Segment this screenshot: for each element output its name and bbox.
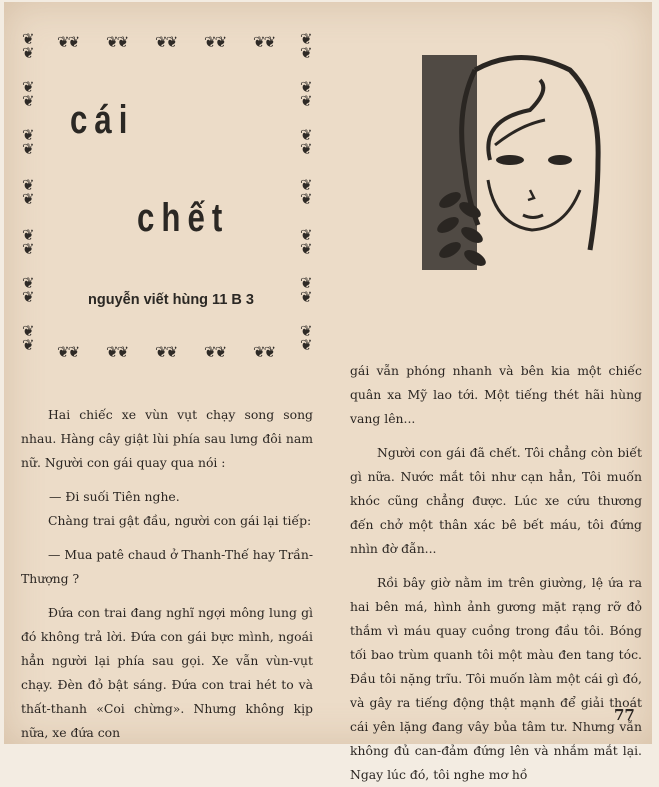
- paragraph: Chàng trai gật đầu, người con gái lại tiếp:: [48, 513, 312, 528]
- ornament-icon: ❦❦: [253, 33, 275, 51]
- paragraph: Đứa con trai đang nghĩ ngợi mông lung gì đó không trả lời. Đứa con gái bực mình, ngoái hẳn người lại phía sau gọi. Xe vẫn vùn-vụt chạy. Đèn đỏ bật sáng. Đứa con trai hét to và thất-thanh «Coi chừng». Nhưng không kịp nữa, xe đứa con: [21, 605, 313, 740]
- ornament-icon: ❦: [22, 176, 33, 194]
- ornament-icon: ❦: [300, 126, 311, 144]
- ornament-icon: ❦: [22, 92, 33, 110]
- portrait-illustration: [420, 50, 610, 276]
- paragraph: Hai chiếc xe vùn vụt chạy song song nhau. Hàng cây giật lùi phía sau lưng đôi nam nữ. Người con gái quay qua nói :: [21, 407, 313, 470]
- ornament-icon: ❦: [300, 322, 311, 340]
- paragraph: gái vẫn phóng nhanh và bên kia một chiếc quân xa Mỹ lao tới. Một tiếng thét hãi hùng vang lên...: [350, 363, 642, 426]
- page-number: 77: [614, 706, 635, 724]
- ornament-icon: ❦: [22, 78, 33, 96]
- ornament-icon: ❦❦: [57, 33, 79, 51]
- ornament-icon: ❦: [22, 30, 33, 48]
- author-byline: nguyễn viết hùng 11 B 3: [88, 292, 254, 308]
- ornament-icon: ❦: [22, 126, 33, 144]
- paragraph: Người con gái đã chết. Tôi chẳng còn biết gì nữa. Nước mắt tôi như cạn hẳn, Tôi muốn khóc cũng chẳng được. Lúc xe cứu thương đến chở một thân xác bê bết máu, tôi đứng nhìn đờ đẫn...: [350, 445, 642, 556]
- ornament-icon: ❦❦: [253, 343, 275, 361]
- left-text-column: [21, 403, 313, 745]
- title-line-1: cái: [70, 98, 135, 142]
- ornament-icon: ❦: [22, 322, 33, 340]
- ornament-icon: ❦: [22, 140, 33, 158]
- dialogue-line: — Đi suối Tiên nghe.: [49, 489, 180, 504]
- ornament-icon: ❦❦: [204, 343, 226, 361]
- dialogue-line: — Mua patê chaud ở Thanh-Thế hay Trần-Thượng ?: [21, 547, 313, 586]
- title-line-2: chết: [137, 196, 230, 240]
- ornament-icon: ❦❦: [57, 343, 79, 361]
- ornament-icon: ❦❦: [106, 343, 128, 361]
- ornament-icon: ❦: [300, 288, 311, 306]
- ornament-icon: ❦: [22, 240, 33, 258]
- ornament-icon: ❦: [22, 274, 33, 292]
- ornament-icon: ❦❦: [155, 343, 177, 361]
- ornament-icon: ❦❦: [155, 33, 177, 51]
- ornament-icon: ❦❦: [204, 33, 226, 51]
- ornament-icon: ❦: [22, 44, 33, 62]
- right-text-column: [350, 359, 642, 787]
- ornament-icon: ❦: [300, 92, 311, 110]
- ornament-icon: ❦: [300, 240, 311, 258]
- ornament-icon: ❦: [300, 140, 311, 158]
- ornament-icon: ❦: [300, 274, 311, 292]
- ornament-icon: ❦: [300, 44, 311, 62]
- ornament-icon: ❦: [300, 30, 311, 48]
- ornament-icon: ❦❦: [106, 33, 128, 51]
- ornament-icon: ❦: [22, 336, 33, 354]
- ornament-icon: ❦: [22, 190, 33, 208]
- ornament-icon: ❦: [300, 176, 311, 194]
- ornament-icon: ❦: [300, 78, 311, 96]
- ornament-icon: ❦: [300, 226, 311, 244]
- ornament-icon: ❦: [300, 190, 311, 208]
- ornament-icon: ❦: [22, 288, 33, 306]
- ornament-icon: ❦: [22, 226, 33, 244]
- paragraph: Rồi bây giờ nằm im trên giường, lệ ứa ra hai bên má, hình ảnh gương mặt rạng rỡ đỏ thắm vì máu quay cuồng trong đầu tôi. Bóng tối bao trùm quanh tôi một màu đen tang tóc. Đầu tôi nặng trĩu. Tôi muốn làm một cái gì đó, và gây ra tiếng động thật mạnh để giải thoát cái yên lặng đang vây bủa tâm tư. Nhưng vẫn không đủ can-đảm đứng lên và nhắm mắt lại. Ngay lúc đó, tôi nghe mơ hồ: [350, 575, 642, 782]
- ornamental-title-frame: [22, 30, 322, 361]
- ornament-icon: ❦: [300, 336, 311, 354]
